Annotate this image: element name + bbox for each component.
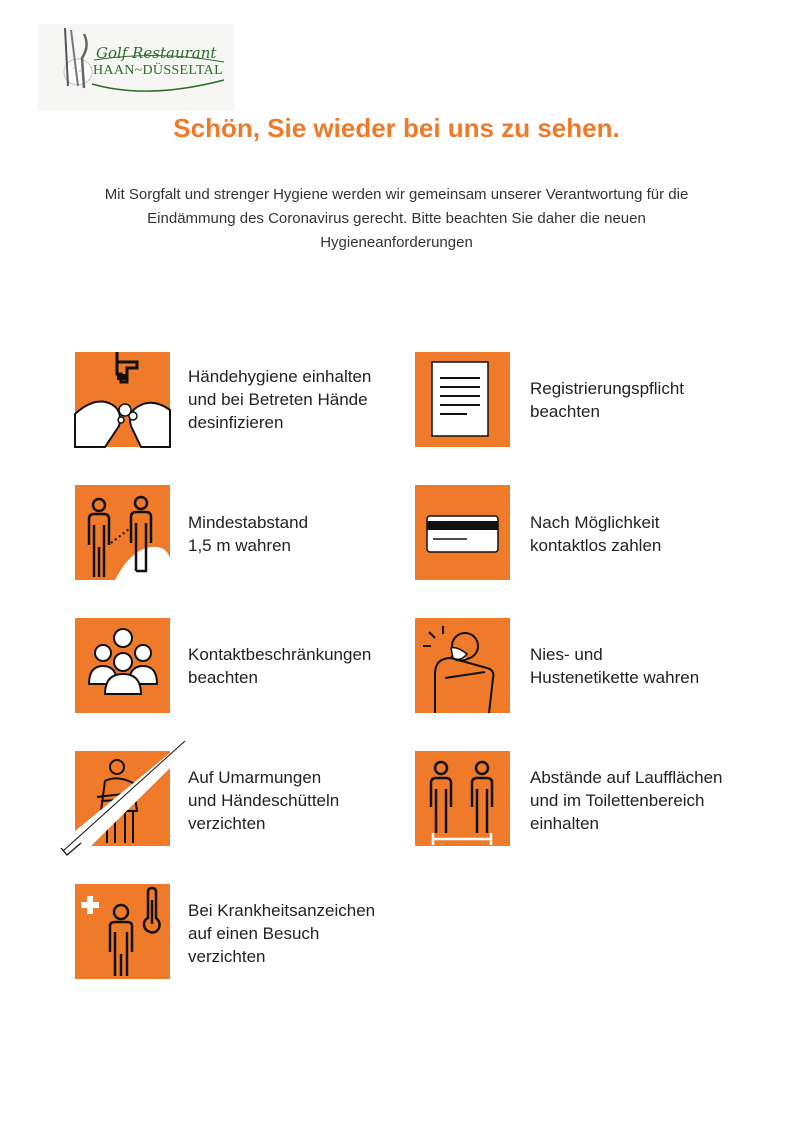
rule-label-card-payment	[530, 511, 661, 557]
rule-tile-walkway-distance	[415, 751, 510, 846]
intro-text: Mit Sorgfalt und strenger Hygiene werden wir gemeinsam unserer Verantwortung für die Eindämmung des Coronavirus gerecht. Bitte beachten Sie daher die neuen Hygieneanforderungen	[104, 186, 689, 251]
rule-line: Registrierungspflicht	[530, 379, 685, 398]
rule-line: verzichten	[188, 814, 266, 833]
hand-washing-icon	[75, 352, 170, 447]
rule-label-sickness	[188, 899, 375, 968]
rule-label-registration	[530, 377, 684, 423]
rule-line: beachten	[530, 402, 600, 421]
rule-line: 1,5 m wahren	[188, 536, 291, 555]
rule-line: kontaktlos zahlen	[530, 536, 662, 555]
rule-line: und im Toilettenbereich	[530, 791, 705, 810]
rule-label-hand-washing	[188, 365, 371, 434]
sickness-icon	[75, 884, 170, 979]
rule-tile-sickness	[75, 884, 170, 979]
no-hugging-icon	[75, 751, 170, 846]
rule-line: Hustenetikette wahren	[530, 668, 700, 687]
logo-line-2: HAAN~DÜSSELTAL	[93, 63, 223, 78]
sneeze-etiquette-icon	[415, 618, 510, 713]
rule-tile-card-payment	[415, 485, 510, 580]
rule-line: beachten	[188, 668, 258, 687]
rule-line: einhalten	[530, 814, 600, 833]
rule-label-contact-restriction	[188, 643, 371, 689]
rule-label-sneeze-etiquette	[530, 643, 699, 689]
rule-label-walkway-distance	[530, 766, 723, 835]
rule-line: und Händeschütteln	[188, 791, 340, 810]
rule-label-no-hugging	[188, 766, 339, 835]
rule-line: Auf Umarmungen	[188, 768, 322, 787]
card-payment-icon	[415, 485, 510, 580]
logo	[38, 24, 234, 110]
page-title: Schön, Sie wieder bei uns zu sehen.	[173, 113, 620, 143]
rule-tile-sneeze-etiquette	[415, 618, 510, 713]
rule-line: Händehygiene einhalten	[188, 367, 372, 386]
logo-line-1: Golf Restaurant	[96, 44, 217, 62]
rule-line: Kontaktbeschränkungen	[188, 645, 372, 664]
rule-tile-contact-restriction	[75, 618, 170, 713]
rule-line: Mindestabstand	[188, 513, 309, 532]
distance-icon	[75, 485, 170, 580]
contact-restriction-icon	[75, 618, 170, 713]
registration-form-icon	[415, 352, 510, 447]
rule-tile-no-hugging	[75, 751, 170, 846]
rule-line: auf einen Besuch	[188, 924, 320, 943]
rule-label-distance	[188, 511, 308, 557]
rule-line: desinfizieren	[188, 413, 284, 432]
rule-tile-hand-washing	[75, 352, 170, 447]
walkway-distance-icon	[415, 751, 510, 846]
rule-line: Nach Möglichkeit	[530, 513, 660, 532]
rule-line: verzichten	[188, 947, 266, 966]
rule-line: Abstände auf Laufflächen	[530, 768, 723, 787]
rule-tile-registration	[415, 352, 510, 447]
rule-line: und bei Betreten Hände	[188, 390, 368, 409]
rule-tile-distance	[75, 485, 170, 580]
rule-line: Bei Krankheitsanzeichen	[188, 901, 376, 920]
rule-line: Nies- und	[530, 645, 603, 664]
